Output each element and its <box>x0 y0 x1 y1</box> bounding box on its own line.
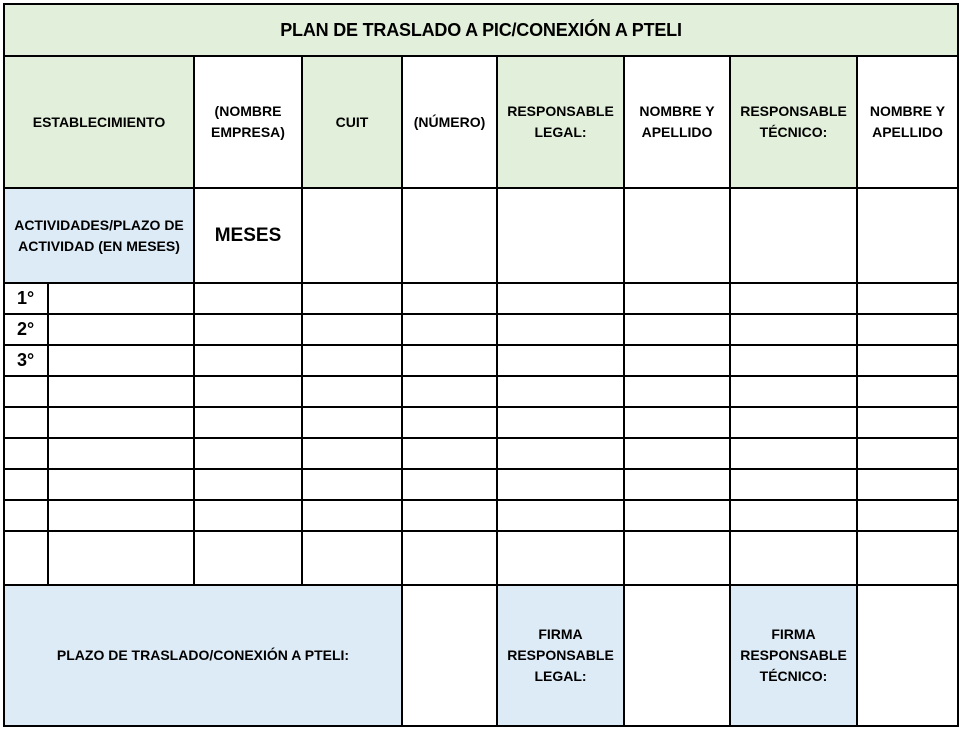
activity-cell[interactable] <box>497 376 624 407</box>
activity-cell[interactable] <box>48 314 194 345</box>
activity-row <box>4 314 958 345</box>
activity-cell[interactable] <box>730 314 857 345</box>
activity-cell[interactable] <box>624 314 730 345</box>
activity-cell[interactable] <box>48 407 194 438</box>
activity-cell[interactable] <box>624 500 730 531</box>
activity-number <box>4 500 48 531</box>
firma-tecnico-value[interactable] <box>857 585 958 726</box>
activity-number <box>4 376 48 407</box>
nombre-apellido-tecnico-header: NOMBRE Y APELLIDO <box>857 56 958 188</box>
activity-cell[interactable] <box>48 283 194 314</box>
activity-cell[interactable] <box>194 314 302 345</box>
activity-number: 3° <box>4 345 48 376</box>
activity-row <box>4 345 958 376</box>
activity-cell[interactable] <box>194 438 302 469</box>
activity-cell[interactable] <box>302 500 402 531</box>
cuit-header: CUIT <box>302 56 402 188</box>
firma-legal-value[interactable] <box>624 585 730 726</box>
activity-cell[interactable] <box>48 531 194 585</box>
activity-cell[interactable] <box>857 531 958 585</box>
activity-cell[interactable] <box>730 500 857 531</box>
activity-cell[interactable] <box>730 438 857 469</box>
activity-cell[interactable] <box>624 438 730 469</box>
activity-row <box>4 438 958 469</box>
activity-cell[interactable] <box>730 283 857 314</box>
activity-cell[interactable] <box>402 314 497 345</box>
activity-cell[interactable] <box>402 407 497 438</box>
activity-cell[interactable] <box>194 531 302 585</box>
activity-cell[interactable] <box>497 531 624 585</box>
cell[interactable] <box>402 188 497 283</box>
activity-cell[interactable] <box>194 345 302 376</box>
activity-cell[interactable] <box>624 531 730 585</box>
activity-cell[interactable] <box>497 345 624 376</box>
cell[interactable] <box>857 188 958 283</box>
cell[interactable] <box>302 188 402 283</box>
activity-cell[interactable] <box>402 438 497 469</box>
activity-cell[interactable] <box>730 531 857 585</box>
nombre-apellido-legal-header: NOMBRE Y APELLIDO <box>624 56 730 188</box>
activity-row <box>4 500 958 531</box>
activity-cell[interactable] <box>497 469 624 500</box>
activity-row <box>4 407 958 438</box>
meses-header: MESES <box>194 188 302 283</box>
activity-cell[interactable] <box>194 469 302 500</box>
activity-cell[interactable] <box>857 283 958 314</box>
activity-cell[interactable] <box>624 283 730 314</box>
activity-row <box>4 469 958 500</box>
activity-cell[interactable] <box>730 376 857 407</box>
activity-cell[interactable] <box>402 283 497 314</box>
plazo-traslado-value[interactable] <box>402 585 497 726</box>
activity-cell[interactable] <box>48 469 194 500</box>
activity-cell[interactable] <box>302 314 402 345</box>
activity-cell[interactable] <box>497 407 624 438</box>
activity-cell[interactable] <box>857 376 958 407</box>
plazo-traslado-label: PLAZO DE TRASLADO/CONEXIÓN A PTELI: <box>4 585 402 726</box>
actividades-header: ACTIVIDADES/PLAZO DE ACTIVIDAD (EN MESES) <box>4 188 194 283</box>
activity-cell[interactable] <box>624 469 730 500</box>
activity-cell[interactable] <box>402 469 497 500</box>
activity-cell[interactable] <box>402 376 497 407</box>
activity-cell[interactable] <box>857 469 958 500</box>
activity-cell[interactable] <box>302 345 402 376</box>
activity-number <box>4 469 48 500</box>
activity-cell[interactable] <box>48 345 194 376</box>
activity-number <box>4 407 48 438</box>
firma-tecnico-label: FIRMA RESPONSABLE TÉCNICO: <box>730 585 857 726</box>
activity-cell[interactable] <box>857 407 958 438</box>
activity-row <box>4 283 958 314</box>
activity-cell[interactable] <box>497 314 624 345</box>
activity-row <box>4 376 958 407</box>
establecimiento-header: ESTABLECIMIENTO <box>4 56 194 188</box>
activity-cell[interactable] <box>730 469 857 500</box>
numero-header: (NÚMERO) <box>402 56 497 188</box>
activity-cell[interactable] <box>857 500 958 531</box>
activity-cell[interactable] <box>194 407 302 438</box>
activity-row <box>4 531 958 585</box>
activity-cell[interactable] <box>194 376 302 407</box>
responsable-legal-header: RESPONSABLE LEGAL: <box>497 56 624 188</box>
activity-cell[interactable] <box>402 500 497 531</box>
activity-cell[interactable] <box>624 407 730 438</box>
cell[interactable] <box>624 188 730 283</box>
activity-cell[interactable] <box>302 531 402 585</box>
activity-cell[interactable] <box>497 500 624 531</box>
activity-cell[interactable] <box>302 438 402 469</box>
activity-number <box>4 438 48 469</box>
cell[interactable] <box>730 188 857 283</box>
activity-cell[interactable] <box>624 376 730 407</box>
activity-cell[interactable] <box>624 345 730 376</box>
activity-cell[interactable] <box>302 407 402 438</box>
activity-cell[interactable] <box>194 283 302 314</box>
activity-cell[interactable] <box>194 500 302 531</box>
activity-cell[interactable] <box>302 283 402 314</box>
activity-cell[interactable] <box>302 469 402 500</box>
activity-cell[interactable] <box>730 345 857 376</box>
activity-cell[interactable] <box>48 500 194 531</box>
responsable-tecnico-header: RESPONSABLE TÉCNICO: <box>730 56 857 188</box>
activity-cell[interactable] <box>402 345 497 376</box>
activity-number: 2° <box>4 314 48 345</box>
sheet-title: PLAN DE TRASLADO A PIC/CONEXIÓN A PTELI <box>4 4 958 56</box>
activity-cell[interactable] <box>48 438 194 469</box>
activity-cell[interactable] <box>497 283 624 314</box>
activity-cell[interactable] <box>730 407 857 438</box>
nombre-empresa-header: (NOMBRE EMPRESA) <box>194 56 302 188</box>
plan-traslado-table <box>3 3 959 727</box>
firma-legal-label: FIRMA RESPONSABLE LEGAL: <box>497 585 624 726</box>
cell[interactable] <box>497 188 624 283</box>
activity-number <box>4 531 48 585</box>
activity-cell[interactable] <box>402 531 497 585</box>
activity-cell[interactable] <box>857 345 958 376</box>
activity-cell[interactable] <box>497 438 624 469</box>
activity-cell[interactable] <box>857 314 958 345</box>
activity-cell[interactable] <box>48 376 194 407</box>
activity-cell[interactable] <box>857 438 958 469</box>
activity-cell[interactable] <box>302 376 402 407</box>
activity-number: 1° <box>4 283 48 314</box>
